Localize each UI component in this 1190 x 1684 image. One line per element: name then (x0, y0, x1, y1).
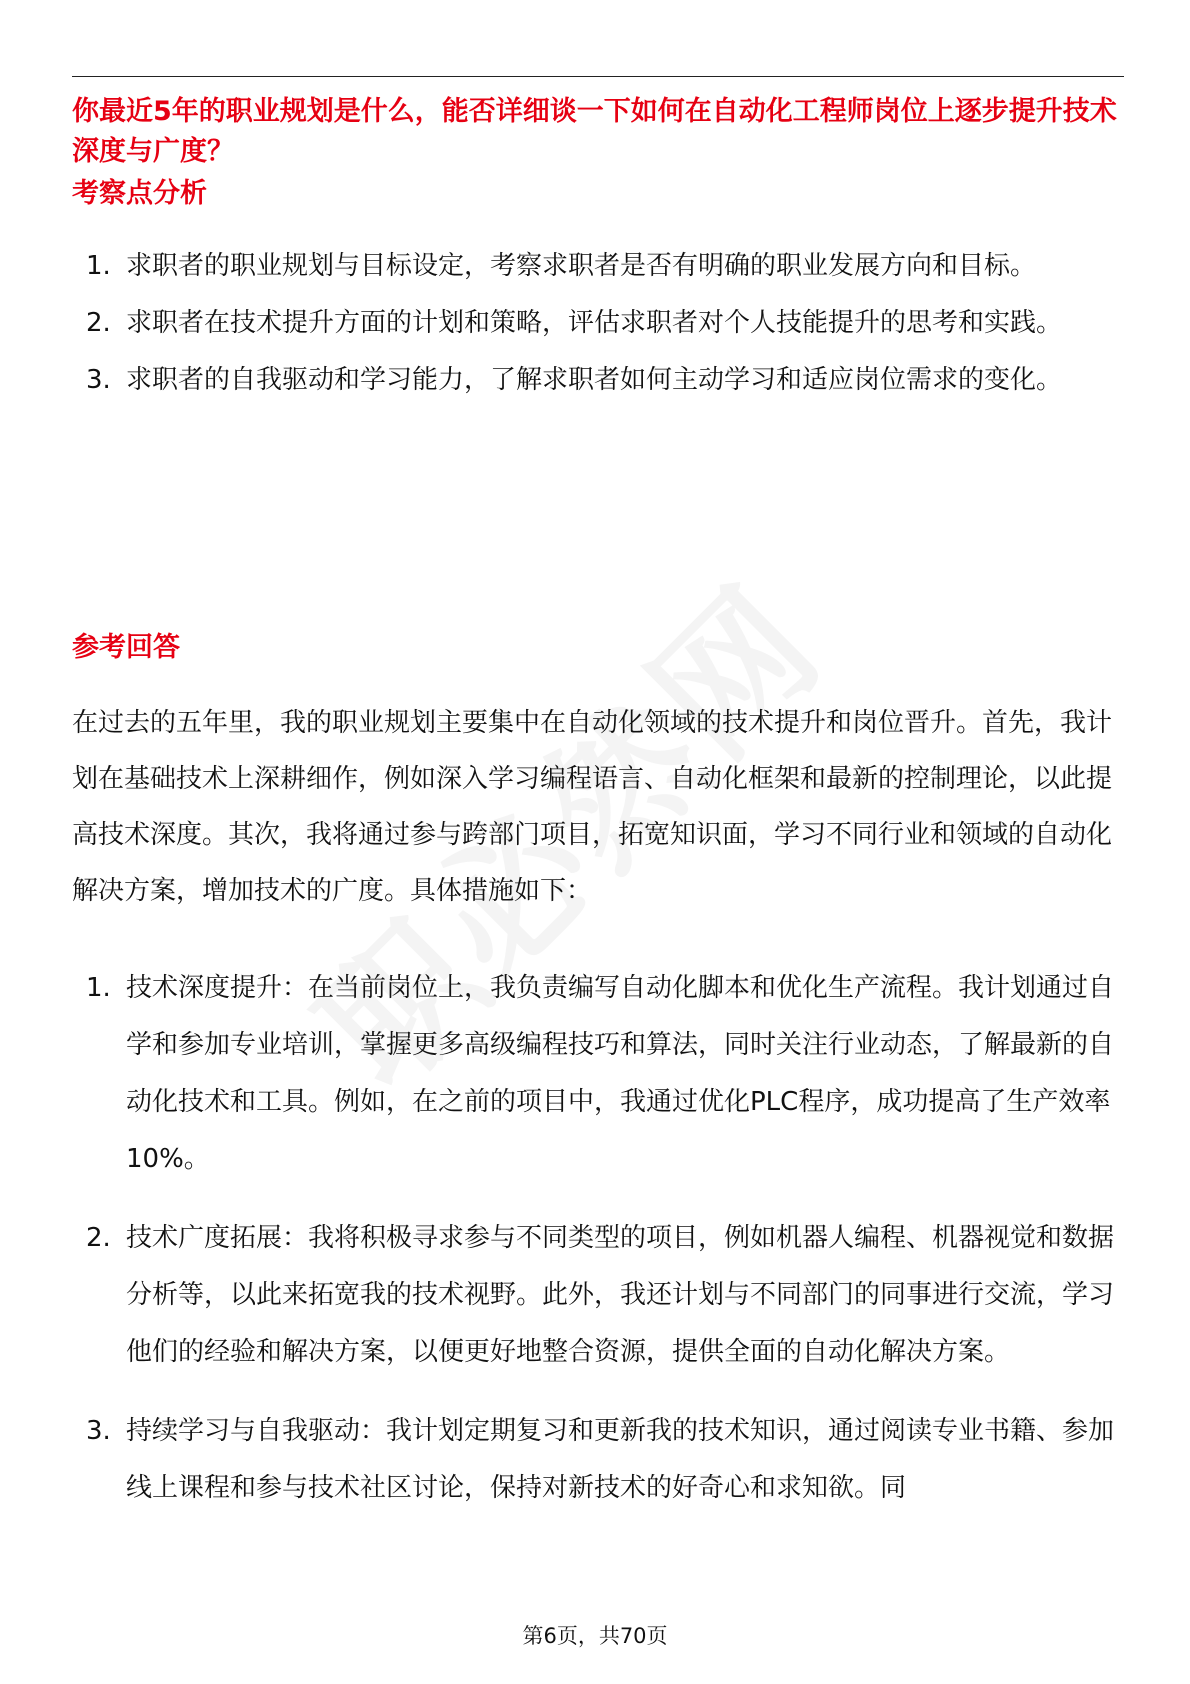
question-title: 你最近5年的职业规划是什么，能否详细谈一下如何在自动化工程师岗位上逐步提升技术深度与广度？ (72, 96, 1117, 167)
list-number: 3. (86, 1416, 111, 1446)
analysis-list (72, 238, 1124, 409)
list-item (72, 1403, 1124, 1517)
list-item-text: 求职者的自我驱动和学习能力，了解求职者如何主动学习和适应岗位需求的变化。 (126, 365, 1063, 395)
page-number-footer: 第6页，共70页 (522, 1624, 668, 1648)
list-item-text: 持续学习与自我驱动：我计划定期复习和更新我的技术知识，通过阅读专业书籍、参加线上课程和参与技术社区讨论，保持对新技术的好奇心和求知欲。同 (126, 1416, 1115, 1503)
list-number: 3. (86, 365, 111, 395)
list-item-text: 求职者的职业规划与目标设定，考察求职者是否有明确的职业发展方向和目标。 (126, 251, 1037, 281)
list-number: 1. (86, 251, 111, 281)
answer-intro: 在过去的五年里，我的职业规划主要集中在自动化领域的技术提升和岗位晋升。首先，我计划在基础技术上深耕细作，例如深入学习编程语言、自动化框架和最新的控制理论，以此提高技术深度。其次，我将通过参与跨部门项目，拓宽知识面，学习不同行业和领域的自动化解决方案，增加技术的广度。具体措施如下： (72, 708, 1113, 906)
list-item (72, 960, 1124, 1188)
top-divider (72, 76, 1124, 77)
list-item (72, 1210, 1124, 1381)
answer-heading: 参考回答 (72, 632, 180, 663)
list-item-text: 技术广度拓展：我将积极寻求参与不同类型的项目，例如机器人编程、机器视觉和数据分析等，以此来拓宽我的技术视野。此外，我还计划与不同部门的同事进行交流，学习他们的经验和解决方案，以便更好地整合资源，提供全面的自动化解决方案。 (126, 1223, 1115, 1367)
answer-list (72, 960, 1124, 1517)
list-item (72, 295, 1124, 352)
list-item (72, 238, 1124, 295)
list-number: 1. (86, 973, 111, 1003)
list-item-text: 技术深度提升：在当前岗位上，我负责编写自动化脚本和优化生产流程。我计划通过自学和参加专业培训，掌握更多高级编程技巧和算法，同时关注行业动态，了解最新的自动化技术和工具。例如，在之前的项目中，我通过优化PLC程序，成功提高了生产效率10%。 (126, 973, 1115, 1174)
list-item-text: 求职者在技术提升方面的计划和策略，评估求职者对个人技能提升的思考和实践。 (126, 308, 1063, 338)
analysis-heading: 考察点分析 (72, 178, 207, 209)
list-number: 2. (86, 1223, 111, 1253)
list-number: 2. (86, 308, 111, 338)
list-item (72, 352, 1124, 409)
